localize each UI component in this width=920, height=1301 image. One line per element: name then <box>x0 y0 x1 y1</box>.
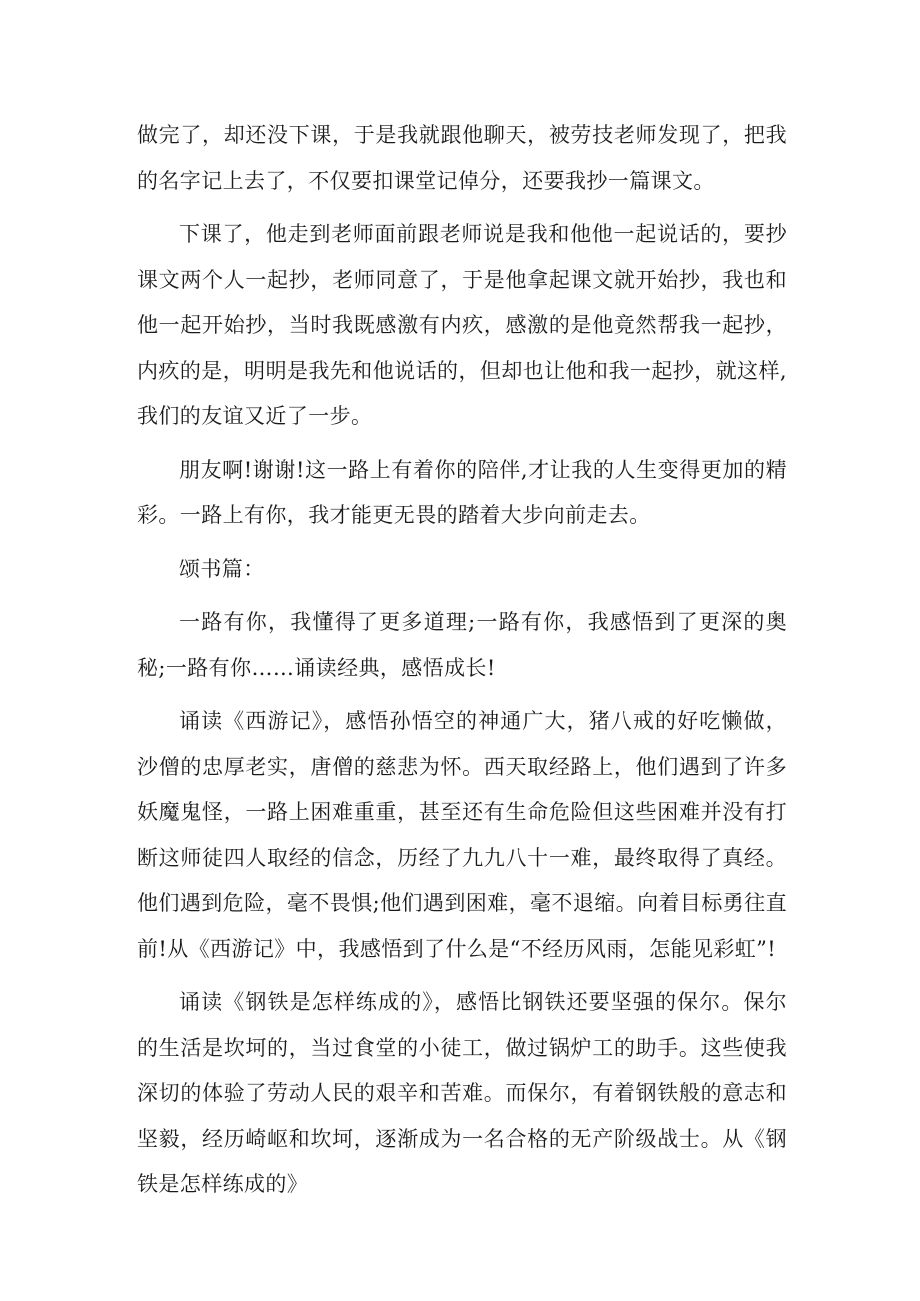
paragraph-5: 一路有你，我懂得了更多道理;一路有你，我感悟到了更深的奥秘;一路有你……诵读经典，感悟成长! <box>137 610 787 680</box>
paragraph-2: 下课了，他走到老师面前跟老师说是我和他他一起说话的，要抄课文两个人一起抄，老师同意了，于是他拿起课文就开始抄，我也和他一起开始抄，当时我既感激有内疚，感激的是他竟然帮我一起抄，内疚的是，明明是我先和他说话的，但却也让他和我一起抄，就这样,我们的友谊又近了一步。 <box>137 222 787 428</box>
paragraph-1: 做完了，却还没下课，于是我就跟他聊天，被劳技老师发现了，把我的名字记上去了，不仅要扣课堂记倬分，还要我抄一篇课文。 <box>137 123 787 193</box>
document-body <box>137 113 787 1216</box>
paragraph-3: 朋友啊!谢谢!这一路上有着你的陪伴,才让我的人生变得更加的精彩。一路上有你，我才能更无畏的踏着大步向前走去。 <box>137 457 787 527</box>
section-heading: 颂书篇： <box>179 556 265 581</box>
paragraph-7: 诵读《钢铁是怎样练成的》，感悟比钢铁还要坚强的保尔。保尔的生活是坎坷的，当过食堂的小徒工，做过锅炉工的助手。这些使我深切的体验了劳动人民的艰辛和苦难。而保尔，有着钢铁般的意志和坚毅，经历崎岖和坎坷，逐渐成为一名合格的无产阶级战士。从《钢铁是怎样练成的》 <box>137 990 787 1196</box>
paragraph-6: 诵读《西游记》，感悟孙悟空的神通广大，猪八戒的好吃懒做，沙僧的忠厚老实，唐僧的慈悲为怀。西天取经路上，他们遇到了许多妖魔鬼怪，一路上困难重重，甚至还有生命危险但这些困难并没有打断这师徒四人取经的信念，历经了九九八十一难，最终取得了真经。他们遇到危险，毫不畏惧;他们遇到困难，毫不退缩。向着目标勇往直前!从《西游记》中，我感悟到了什么是“不经历风雨，怎能见彩虹”! <box>137 709 787 961</box>
